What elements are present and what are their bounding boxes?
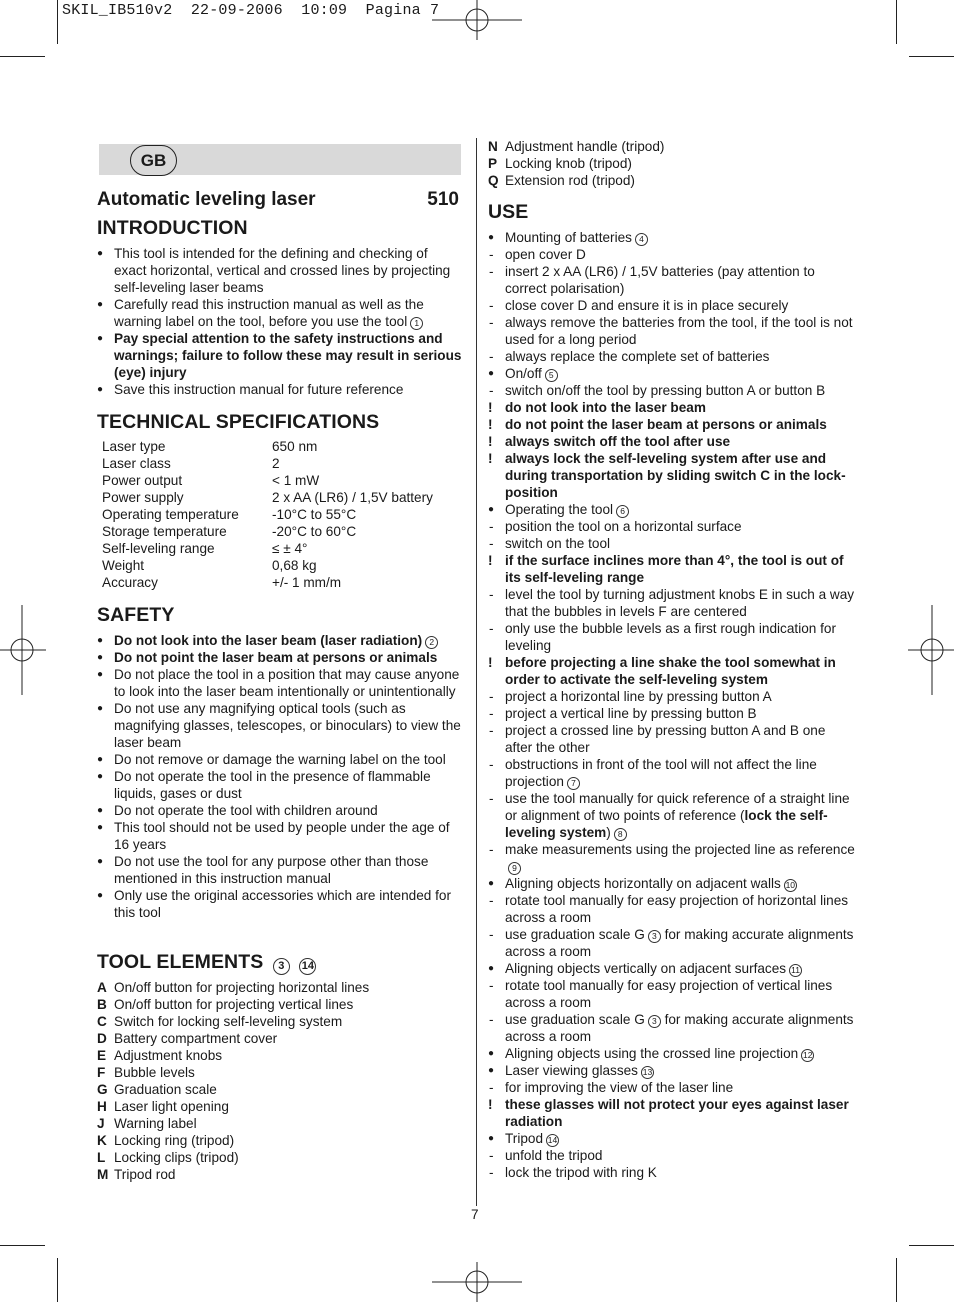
spec-value: 2 — [272, 456, 280, 471]
list-item — [97, 887, 463, 921]
sub-item-text: if the surface inclines more than 4°, the tool is out of its self-leveling range — [505, 553, 844, 585]
list-item — [97, 649, 463, 666]
sub-item-text: close cover D and ensure it is in place securely — [505, 298, 789, 313]
crop-mark — [896, 1258, 897, 1302]
bullet-icon: ● — [488, 1065, 495, 1076]
sub-item-text: do not point the laser beam at persons or animals — [505, 417, 827, 432]
sub-item-text: switch on/off the tool by pressing button A or button B — [505, 383, 826, 398]
element-description: On/off button for projecting horizontal lines — [114, 980, 370, 995]
language-badge: GB — [130, 145, 177, 176]
sub-item — [488, 314, 856, 348]
sub-item-text: rotate tool manually for easy projection of horizontal lines across a room — [505, 893, 849, 925]
figure-ref-badge: 13 — [642, 1067, 653, 1077]
sub-item — [488, 977, 856, 1011]
dash-mark: - — [489, 587, 494, 602]
element-description: Warning label — [114, 1116, 197, 1131]
sub-item-text: always lock the self-leveling system after use and during transportation by sliding switch C in the lock-position — [505, 451, 846, 500]
figure-ref-badge: 3 — [273, 958, 290, 975]
tool-element-item — [97, 1132, 463, 1149]
figure-ref-badge: 14 — [547, 1135, 558, 1145]
dash-mark: - — [489, 1012, 494, 1027]
list-item-text: Do not operate the tool in the presence of flammable liquids, gases or dust — [114, 769, 431, 801]
element-letter: C — [97, 1014, 107, 1029]
list-item — [97, 381, 463, 398]
list-item-text: Laser viewing glasses — [505, 1063, 638, 1078]
sub-item — [488, 790, 856, 841]
product-model: 510 — [427, 189, 459, 210]
list-item-text: Mounting of batteries — [505, 230, 632, 245]
sub-item-text: rotate tool manually for easy projection of vertical lines across a room — [505, 978, 833, 1010]
sub-item — [488, 246, 856, 263]
list-item-text: Do not use the tool for any purpose other than those mentioned in this instruction manual — [114, 854, 429, 886]
sub-item — [488, 926, 856, 960]
tool-element-item — [97, 1030, 463, 1047]
figure-ref-badge: 5 — [545, 369, 558, 382]
figure-ref-badge: 11 — [789, 964, 802, 977]
list-item — [97, 802, 463, 819]
intro-list — [97, 245, 463, 398]
warning-line — [488, 416, 856, 433]
language-bar — [99, 144, 461, 175]
warning-line — [488, 552, 856, 586]
sub-item — [488, 688, 856, 705]
sub-item-text: make measurements using the projected line as reference — [505, 842, 855, 857]
table-row — [97, 574, 433, 591]
element-letter: Q — [488, 173, 499, 188]
bullet-icon: ● — [488, 878, 495, 889]
crop-mark — [896, 0, 897, 44]
table-row — [97, 489, 433, 506]
spec-label: Laser class — [102, 456, 171, 471]
crop-mark — [909, 56, 954, 57]
list-item-text: Do not point the laser beam at persons or animals — [114, 650, 438, 665]
list-item — [97, 632, 463, 649]
list-item-text: Do not look into the laser beam (laser radiation) — [114, 633, 423, 648]
figure-ref-badge: 8 — [614, 828, 627, 841]
list-item-text: Aligning objects horizontally on adjacent walls — [505, 876, 781, 891]
tool-element-item — [97, 1098, 463, 1115]
sub-item — [488, 1079, 856, 1096]
figure-ref-badge: 4 — [635, 233, 648, 246]
table-row — [97, 438, 433, 455]
bullet-icon: ● — [97, 822, 104, 833]
element-letter: P — [488, 156, 498, 171]
list-item-text: Pay special attention to the safety instructions and warnings; failure to follow these may result in serious (eye) injury — [114, 331, 462, 380]
dash-mark: - — [489, 978, 494, 993]
bullet-icon: ● — [97, 635, 104, 646]
element-letter: L — [97, 1150, 106, 1165]
warning-mark: ! — [488, 553, 493, 568]
tool-elements-title: TOOL ELEMENTS — [97, 951, 264, 973]
sub-item-text: insert 2 x AA (LR6) / 1,5V batteries (pay attention to correct polarisation) — [505, 264, 815, 296]
sub-item-text: project a crossed line by pressing button A and B one after the other — [505, 723, 826, 755]
element-description: Laser light opening — [114, 1099, 229, 1114]
element-description: Tripod rod — [114, 1167, 176, 1182]
element-description: On/off button for projecting vertical lines — [114, 997, 354, 1012]
element-letter: B — [97, 997, 107, 1012]
spec-value: -20°C to 60°C — [272, 524, 357, 539]
sub-item-text: for improving the view of the laser line — [505, 1080, 734, 1095]
bullet-icon: ● — [97, 333, 104, 344]
dash-mark: - — [489, 1080, 494, 1095]
warning-mark: ! — [488, 434, 493, 449]
sub-item — [488, 263, 856, 297]
sub-item-text: use graduation scale G — [505, 927, 645, 942]
tool-element-item — [97, 1013, 463, 1030]
registration-mark-icon — [0, 605, 46, 695]
page-number: 7 — [471, 1207, 479, 1222]
figure-ref-badge: 3 — [648, 1015, 661, 1028]
list-item — [488, 1062, 856, 1079]
element-letter: A — [97, 980, 107, 995]
tool-elements-list-continued — [488, 138, 856, 189]
bullet-icon: ● — [97, 384, 104, 395]
warning-line — [488, 433, 856, 450]
safety-heading: SAFETY — [97, 604, 175, 626]
list-item — [97, 666, 463, 700]
sub-item-text: always replace the complete set of batteries — [505, 349, 770, 364]
sub-item-text: do not look into the laser beam — [505, 400, 706, 415]
figure-ref-badge: 14 — [299, 958, 316, 975]
dash-mark: - — [489, 689, 494, 704]
element-description: Locking ring (tripod) — [114, 1133, 235, 1148]
list-item-text: This tool should not be used by people under the age of 16 years — [114, 820, 450, 852]
list-item — [97, 700, 463, 751]
list-item-text: Do not place the tool in a position that may cause anyone to look into the laser beam intentionally or unintentionally — [114, 667, 460, 699]
element-description: Extension rod (tripod) — [505, 173, 635, 188]
spec-value: 0,68 kg — [272, 558, 317, 573]
safety-section — [97, 632, 463, 921]
sub-item — [488, 722, 856, 756]
list-item-text: Aligning objects vertically on adjacent surfaces — [505, 961, 787, 976]
element-description: Graduation scale — [114, 1082, 217, 1097]
list-item-text: This tool is intended for the defining and checking of exact horizontal, vertical and crossed lines by projecting self-leveling laser beams — [114, 246, 451, 295]
dash-mark: - — [489, 247, 494, 262]
crop-mark — [909, 1245, 954, 1246]
sub-item — [488, 705, 856, 722]
bullet-icon: ● — [97, 703, 104, 714]
spec-value: -10°C to 55°C — [272, 507, 357, 522]
sub-item-text: always remove the batteries from the tool, if the tool is not used for a long period — [505, 315, 853, 347]
product-title — [97, 189, 463, 211]
table-row — [97, 472, 433, 489]
list-item — [97, 819, 463, 853]
bullet-icon: ● — [97, 248, 104, 259]
warning-mark: ! — [488, 451, 493, 466]
element-description: Adjustment knobs — [114, 1048, 223, 1063]
dash-mark: - — [489, 349, 494, 364]
warning-line — [488, 654, 856, 688]
spec-label: Self-leveling range — [102, 541, 215, 556]
list-item — [97, 751, 463, 768]
figure-ref-badge: 2 — [425, 636, 438, 649]
sub-item-text: use graduation scale G — [505, 1012, 645, 1027]
figure-ref-badge: 1 — [410, 317, 423, 330]
bullet-icon: ● — [97, 856, 104, 867]
tool-element-item — [488, 155, 856, 172]
tool-element-item — [97, 996, 463, 1013]
sub-item — [488, 518, 856, 535]
use-heading: USE — [488, 201, 529, 223]
table-row — [97, 557, 433, 574]
sub-item-text: only use the bubble levels as a first rough indication for leveling — [505, 621, 836, 653]
registration-mark-icon — [432, 0, 522, 40]
use-list — [488, 229, 856, 1181]
tool-element-item — [97, 1064, 463, 1081]
dash-mark: - — [489, 383, 494, 398]
element-letter: D — [97, 1031, 107, 1046]
spec-label: Weight — [102, 558, 145, 573]
bullet-icon: ● — [488, 963, 495, 974]
list-item — [488, 501, 856, 518]
spec-value: 650 nm — [272, 439, 318, 454]
column-divider — [476, 138, 477, 1206]
sub-item — [488, 1011, 856, 1045]
bullet-icon: ● — [97, 652, 104, 663]
tool-element-item — [97, 1081, 463, 1098]
list-item — [97, 296, 463, 330]
list-item — [97, 330, 463, 381]
list-item-text: Operating the tool — [505, 502, 614, 517]
list-item-text: Do not remove or damage the warning label on the tool — [114, 752, 446, 767]
registration-mark-icon — [432, 1262, 522, 1302]
element-description: Locking knob (tripod) — [505, 156, 632, 171]
dash-mark: - — [489, 1165, 494, 1180]
sub-item-text: before projecting a line shake the tool somewhat in order to activate the self-leveling system — [505, 655, 836, 687]
sub-item — [488, 1147, 856, 1164]
sub-item — [488, 892, 856, 926]
dash-mark: - — [489, 791, 494, 806]
element-description: Bubble levels — [114, 1065, 195, 1080]
tool-element-item — [97, 1115, 463, 1132]
figure-ref-badge: 7 — [567, 777, 580, 790]
use-section — [488, 229, 856, 1181]
list-item-text: Only use the original accessories which are intended for this tool — [114, 888, 452, 920]
safety-list — [97, 632, 463, 921]
warning-line — [488, 399, 856, 416]
spec-value: 2 x AA (LR6) / 1,5V battery — [272, 490, 433, 505]
bullet-icon: ● — [488, 232, 495, 243]
element-letter: K — [97, 1133, 107, 1148]
figure-ref-badge: 3 — [648, 930, 661, 943]
warning-mark: ! — [488, 400, 493, 415]
sub-item-text: unfold the tripod — [505, 1148, 603, 1163]
tool-element-item — [488, 172, 856, 189]
list-item — [488, 365, 856, 382]
sub-item-text: use the tool manually for quick reference of a straight line or alignment of two points of reference ( — [505, 791, 850, 823]
sub-item-text: position the tool on a horizontal surface — [505, 519, 742, 534]
tool-elements-heading — [97, 951, 316, 975]
warning-mark: ! — [488, 417, 493, 432]
dash-mark: - — [489, 1148, 494, 1163]
sub-item-text: lock the tripod with ring K — [505, 1165, 657, 1180]
dash-mark: - — [489, 298, 494, 313]
crop-mark — [57, 0, 58, 44]
sub-item-text: these glasses will not protect your eyes against laser radiation — [505, 1097, 849, 1129]
spec-value: +/- 1 mm/m — [272, 575, 342, 590]
list-item — [488, 1130, 856, 1147]
dash-mark: - — [489, 723, 494, 738]
figure-ref-badge: 12 — [802, 1050, 813, 1060]
sub-item — [488, 382, 856, 399]
bullet-icon: ● — [488, 504, 495, 515]
tool-element-item — [97, 1166, 463, 1183]
element-description: Adjustment handle (tripod) — [505, 139, 665, 154]
sub-item-text: for making accurate alignments across a room — [505, 927, 854, 959]
bullet-icon: ● — [97, 805, 104, 816]
list-item-text: Aligning objects using the crossed line projection — [505, 1046, 799, 1061]
specs-section — [97, 438, 463, 591]
tool-element-item — [488, 138, 856, 155]
dash-mark: - — [489, 264, 494, 279]
figure-ref-badge: 6 — [616, 505, 629, 518]
sub-item — [488, 1164, 856, 1181]
dash-mark: - — [489, 757, 494, 772]
figure-ref-badge: 10 — [785, 880, 796, 890]
dash-mark: - — [489, 842, 494, 857]
spec-label: Power supply — [102, 490, 184, 505]
sub-item — [488, 841, 856, 875]
list-item — [488, 1045, 856, 1062]
bullet-icon: ● — [97, 771, 104, 782]
warning-line — [488, 1096, 856, 1130]
dash-mark: - — [489, 893, 494, 908]
list-item — [488, 960, 856, 977]
warning-mark: ! — [488, 655, 493, 670]
spec-label: Storage temperature — [102, 524, 227, 539]
tool-elements-list — [97, 979, 463, 1183]
spec-label: Laser type — [102, 439, 166, 454]
element-letter: G — [97, 1082, 108, 1097]
element-letter: N — [488, 139, 498, 154]
bullet-icon: ● — [488, 1048, 495, 1059]
element-letter: M — [97, 1167, 109, 1182]
sub-item — [488, 535, 856, 552]
dash-mark: - — [489, 519, 494, 534]
list-item-text: Save this instruction manual for future reference — [114, 382, 404, 397]
element-letter: E — [97, 1048, 107, 1063]
warning-line — [488, 450, 856, 501]
list-item-text: Tripod — [505, 1131, 544, 1146]
sub-item-text: project a vertical line by pressing button B — [505, 706, 757, 721]
registration-mark-icon — [908, 605, 954, 695]
spec-label: Power output — [102, 473, 183, 488]
spec-label: Operating temperature — [102, 507, 239, 522]
sub-item — [488, 620, 856, 654]
sub-item — [488, 756, 856, 790]
bullet-icon: ● — [488, 368, 495, 379]
spec-label: Accuracy — [102, 575, 158, 590]
sub-item-text: switch on the tool — [505, 536, 611, 551]
table-row — [97, 455, 433, 472]
bullet-icon: ● — [97, 890, 104, 901]
sub-item — [488, 586, 856, 620]
element-description: Locking clips (tripod) — [114, 1150, 239, 1165]
element-description: Switch for locking self-leveling system — [114, 1014, 343, 1029]
list-item — [488, 229, 856, 246]
sub-item-text: ) — [606, 825, 611, 840]
spec-value: < 1 mW — [272, 473, 320, 488]
sub-item-text: level the tool by turning adjustment knobs E in such a way that the bubbles in levels F are centered — [505, 587, 855, 619]
sub-item-text: always switch off the tool after use — [505, 434, 731, 449]
print-slug: SKIL_IB510v2 22-09-2006 10:09 Pagina 7 — [62, 2, 440, 19]
tool-element-item — [97, 1047, 463, 1064]
bullet-icon: ● — [97, 299, 104, 310]
table-row — [97, 506, 433, 523]
list-item-text: Carefully read this instruction manual as well as the warning label on the tool, before you use the tool — [114, 297, 424, 329]
crop-mark — [0, 56, 45, 57]
sub-item-text: for making accurate alignments across a room — [505, 1012, 854, 1044]
table-row — [97, 523, 433, 540]
spec-value: ≤ ± 4° — [272, 541, 308, 556]
tool-element-item — [97, 1149, 463, 1166]
list-item — [488, 875, 856, 892]
element-letter: F — [97, 1065, 106, 1080]
figure-ref-badge: 9 — [508, 862, 521, 875]
sub-item-text: project a horizontal line by pressing button A — [505, 689, 772, 704]
sub-item-bold-text: lock the self-leveling system — [505, 808, 828, 840]
list-item — [97, 768, 463, 802]
element-description: Battery compartment cover — [114, 1031, 278, 1046]
bullet-icon: ● — [97, 669, 104, 680]
specs-table — [97, 438, 433, 591]
sub-item — [488, 348, 856, 365]
bullet-icon: ● — [97, 754, 104, 765]
sub-item — [488, 297, 856, 314]
tool-element-item — [97, 979, 463, 996]
sub-item-text: open cover D — [505, 247, 586, 262]
dash-mark: - — [489, 621, 494, 636]
specs-heading: TECHNICAL SPECIFICATIONS — [97, 411, 380, 433]
dash-mark: - — [489, 706, 494, 721]
sub-item-text: obstructions in front of the tool will not affect the line projection — [505, 757, 817, 789]
dash-mark: - — [489, 315, 494, 330]
list-item-text: Do not operate the tool with children around — [114, 803, 378, 818]
warning-mark: ! — [488, 1097, 493, 1112]
product-name: Automatic leveling laser — [97, 189, 316, 210]
list-item — [97, 245, 463, 296]
dash-mark: - — [489, 536, 494, 551]
dash-mark: - — [489, 927, 494, 942]
crop-mark — [0, 1245, 45, 1246]
intro-section — [97, 245, 463, 398]
intro-heading: INTRODUCTION — [97, 217, 248, 239]
list-item-text: On/off — [505, 366, 542, 381]
list-item-text: Do not use any magnifying optical tools (such as magnifying glasses, telescopes, or binoculars) to view the laser beam — [114, 701, 461, 750]
list-item — [97, 853, 463, 887]
table-row — [97, 540, 433, 557]
element-letter: H — [97, 1099, 107, 1114]
bullet-icon: ● — [488, 1133, 495, 1144]
element-letter: J — [97, 1116, 105, 1131]
crop-mark — [57, 1258, 58, 1302]
